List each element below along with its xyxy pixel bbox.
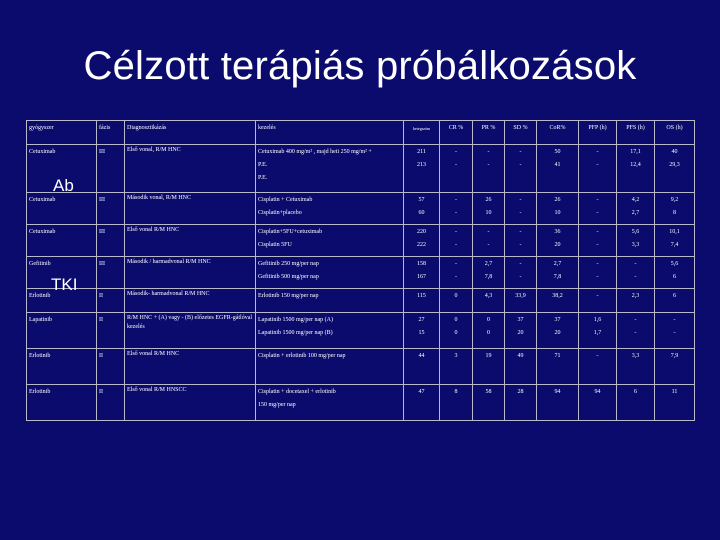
table-cell: Cetuximab (27, 225, 97, 257)
cell-line: - (596, 242, 599, 248)
cell-line: 3,3 (631, 242, 640, 248)
cell-line: 26 (485, 197, 492, 203)
cell-line: P.E. (258, 175, 268, 181)
cell-line: 0 (454, 317, 458, 323)
table-cell (617, 225, 655, 257)
table-cell (256, 257, 404, 289)
cell-line: 20 (517, 330, 524, 336)
cell-line: - (596, 293, 599, 299)
cell-line: Lapatinib 1500 mg/per nap (B) (258, 330, 333, 336)
table-cell (537, 313, 579, 349)
column-header: fázis (97, 121, 125, 145)
table-cell (655, 289, 695, 313)
column-header: betegszám (404, 121, 440, 145)
table-row (27, 385, 695, 421)
table-cell (440, 349, 473, 385)
cell-line: - (634, 274, 637, 280)
tki-group-label: TKI (51, 275, 78, 294)
table-cell (256, 349, 404, 385)
column-header: Diagnosztikázás (125, 121, 256, 145)
table-cell: R/M HNC + (A) vagy - (B) előzetes EGFR-gátlóval kezelés (125, 313, 256, 349)
table-cell (404, 289, 440, 313)
cell-line: 4,2 (631, 197, 640, 203)
cell-line: - (455, 229, 457, 235)
cell-line: 40 (671, 149, 678, 155)
table-cell (579, 349, 617, 385)
cell-line: 2,3 (631, 293, 640, 299)
table-cell (404, 257, 440, 289)
table-cell: Lapatinib (27, 313, 97, 349)
table-cell (537, 289, 579, 313)
cell-line: 17,1 (630, 149, 641, 155)
cell-line: - (596, 162, 599, 168)
cell-line: - (519, 210, 522, 216)
table-cell (473, 257, 505, 289)
table-cell (537, 145, 579, 193)
cell-line: Cisplatin+5FU+cetuximab (258, 229, 323, 235)
table-cell (256, 289, 404, 313)
cell-line: Gefitinib 500 mg/per nap (258, 274, 319, 280)
table-cell: III (97, 225, 125, 257)
table-cell (617, 145, 655, 193)
cell-line: 8 (673, 210, 676, 216)
cell-line: Cetuximab 400 mg/m² , majd heti 250 mg/m² + (258, 149, 372, 155)
cell-line: 211 (417, 149, 426, 155)
cell-line: 7,8 (484, 274, 493, 280)
table-cell (440, 289, 473, 313)
table-cell (579, 385, 617, 421)
table-cell (505, 145, 537, 193)
table-cell (505, 385, 537, 421)
table-cell (505, 289, 537, 313)
cell-line: 60 (418, 210, 425, 216)
table-row (27, 313, 695, 349)
table-cell: II (97, 349, 125, 385)
table-cell (537, 193, 579, 225)
cell-line: 10 (485, 210, 492, 216)
cell-line: 2,7 (484, 261, 493, 267)
cell-line: 44 (418, 353, 425, 359)
cell-line: - (455, 197, 457, 203)
cell-line: 33,9 (515, 293, 526, 299)
cell-line: - (673, 330, 676, 336)
cell-line: 71 (554, 353, 561, 359)
cell-line: - (519, 229, 522, 235)
cell-line: - (455, 261, 457, 267)
cell-line: Cisplatin + docetaxel + erlotinib (258, 389, 336, 395)
cell-line: 2,7 (631, 210, 640, 216)
table-cell (579, 257, 617, 289)
table-cell (404, 385, 440, 421)
cell-line: 7,4 (670, 242, 679, 248)
table-cell: III (97, 145, 125, 193)
cell-line: 220 (417, 229, 426, 235)
cell-line: - (519, 274, 522, 280)
cell-line: - (634, 261, 637, 267)
cell-line: 41 (554, 162, 561, 168)
table-cell (505, 349, 537, 385)
cell-line: 7,8 (553, 274, 562, 280)
table-row (27, 289, 695, 313)
table-cell (473, 289, 505, 313)
cell-line: 12,4 (630, 162, 641, 168)
column-header: CoR% (537, 121, 579, 145)
cell-line: 57 (418, 197, 425, 203)
column-header: gyógyszer (27, 121, 97, 145)
cell-line: 47 (418, 389, 425, 395)
cell-line: 115 (417, 293, 426, 299)
cell-line: - (596, 197, 599, 203)
cell-line: 5,6 (631, 229, 640, 235)
cell-line: - (455, 162, 457, 168)
cell-line: Erlotinib 150 mg/per nap (258, 293, 319, 299)
table-cell (655, 225, 695, 257)
cell-line: 29,3 (669, 162, 680, 168)
cell-line: 27 (418, 317, 425, 323)
table-cell: Második vonal, R/M HNC (125, 193, 256, 225)
cell-line: 6 (673, 293, 676, 299)
table-cell (440, 145, 473, 193)
cell-line: 10,1 (669, 229, 680, 235)
table-cell (473, 385, 505, 421)
table-cell: III (97, 193, 125, 225)
cell-line: - (487, 162, 490, 168)
cell-line: - (455, 274, 457, 280)
table-cell (404, 145, 440, 193)
cell-line: 20 (554, 242, 561, 248)
table-cell (440, 225, 473, 257)
table-cell (655, 257, 695, 289)
table-cell (505, 313, 537, 349)
table-cell: II (97, 289, 125, 313)
table-row (27, 349, 695, 385)
table-cell (579, 193, 617, 225)
table-cell: Erlotinib (27, 349, 97, 385)
cell-line: - (596, 210, 599, 216)
cell-line: 0 (454, 330, 458, 336)
table-cell (256, 385, 404, 421)
cell-line: 1,7 (593, 330, 602, 336)
cell-line: 158 (417, 261, 426, 267)
table-cell: Gefitinib (27, 257, 97, 289)
cell-line: P.E. (258, 162, 268, 168)
cell-line: 0 (454, 293, 458, 299)
table-cell: Első vonal, R/M HNC (125, 145, 256, 193)
cell-line: 26 (554, 197, 561, 203)
table-cell (579, 289, 617, 313)
cell-line: 37 (517, 317, 524, 323)
table-cell (537, 385, 579, 421)
table-row (27, 145, 695, 193)
table-cell (655, 145, 695, 193)
table-cell: Cetuximab (27, 145, 97, 193)
table-cell (473, 145, 505, 193)
cell-line: - (596, 261, 599, 267)
cell-line: 150 mg/per nap (258, 402, 296, 408)
cell-line: 6 (673, 274, 676, 280)
cell-line: 36 (554, 229, 561, 235)
column-header: PFP (h) (579, 121, 617, 145)
table-cell (404, 313, 440, 349)
table-cell (256, 193, 404, 225)
cell-line: - (487, 242, 490, 248)
cell-line: - (487, 229, 490, 235)
cell-line: - (519, 162, 522, 168)
cell-line: 1,6 (593, 317, 602, 323)
cell-line: 37 (554, 317, 561, 323)
cell-line: - (519, 242, 522, 248)
cell-line: 167 (417, 274, 426, 280)
cell-line: 8 (454, 389, 458, 395)
cell-line: Cisplatin + erlotinib 100 mg/per nap (258, 353, 346, 359)
column-header: PFS (h) (617, 121, 655, 145)
table-cell (256, 313, 404, 349)
table-cell (617, 349, 655, 385)
table-cell (440, 313, 473, 349)
antibody-group-label: Ab (53, 176, 74, 195)
cell-line: - (596, 274, 599, 280)
table-cell: II (97, 313, 125, 349)
table-cell: Erlotinib (27, 385, 97, 421)
trials-table (26, 120, 695, 421)
table-row (27, 225, 695, 257)
cell-line: 50 (554, 149, 561, 155)
table-cell (617, 257, 655, 289)
table-cell (617, 313, 655, 349)
table-cell: Első vonal R/M HNSCC (125, 385, 256, 421)
table-cell (473, 349, 505, 385)
cell-line: 4,3 (484, 293, 493, 299)
cell-line: 49 (517, 353, 524, 359)
cell-line: - (596, 149, 599, 155)
cell-line: Gefitinib 250 mg/per nap (258, 261, 319, 267)
table-cell (473, 225, 505, 257)
table-cell (579, 313, 617, 349)
cell-line: 0 (487, 330, 490, 336)
table-cell (579, 225, 617, 257)
cell-line: 2,7 (553, 261, 562, 267)
table-cell: II (97, 385, 125, 421)
cell-line: Cisplatin + Cetuximab (258, 197, 313, 203)
table-cell (537, 257, 579, 289)
table-cell: Második / harmadvonal R/M HNC (125, 257, 256, 289)
table-cell (473, 193, 505, 225)
cell-line: 19 (485, 353, 492, 359)
table-cell (256, 225, 404, 257)
table-cell (505, 225, 537, 257)
cell-line: Cisplatin 5FU (258, 242, 292, 248)
cell-line: - (596, 353, 599, 359)
table-header-row (27, 121, 695, 145)
cell-line: - (455, 210, 457, 216)
cell-line: 15 (418, 330, 425, 336)
column-header: SD % (505, 121, 537, 145)
table-row (27, 193, 695, 225)
table-cell: Második- harmadvonal R/M HNC (125, 289, 256, 313)
cell-line: 28 (517, 389, 524, 395)
table-cell (256, 145, 404, 193)
slide-title: Célzott terápiás próbálkozások (83, 44, 637, 88)
cell-line: 9,2 (670, 197, 679, 203)
cell-line: - (487, 149, 490, 155)
table-cell (537, 225, 579, 257)
table-cell (579, 145, 617, 193)
table-cell (505, 257, 537, 289)
table-cell (473, 313, 505, 349)
cell-line: - (634, 330, 637, 336)
column-header: CR % (440, 121, 473, 145)
cell-line: 213 (417, 162, 426, 168)
column-header: PR % (473, 121, 505, 145)
cell-line: 7,9 (670, 353, 679, 359)
cell-line: - (519, 197, 522, 203)
cell-line: Lapatinib 1500 mg/per nap (A) (258, 317, 333, 323)
table-cell: Első vonal R/M HNC (125, 225, 256, 257)
cell-line: 94 (554, 389, 561, 395)
table-cell: Erlotinib (27, 289, 97, 313)
cell-line: 5,6 (670, 261, 679, 267)
table-cell: Cetuximab (27, 193, 97, 225)
table-cell (404, 349, 440, 385)
table-cell (655, 349, 695, 385)
table-cell (505, 193, 537, 225)
cell-line: - (455, 242, 457, 248)
cell-line: 3 (454, 353, 458, 359)
cell-line: - (519, 261, 522, 267)
cell-line: 10 (554, 210, 561, 216)
cell-line: 20 (554, 330, 561, 336)
table-cell (440, 385, 473, 421)
table-cell (440, 257, 473, 289)
cell-line: 38,2 (552, 293, 563, 299)
table-cell (617, 289, 655, 313)
cell-line: 11 (671, 389, 678, 395)
table-cell (617, 385, 655, 421)
table-cell (655, 193, 695, 225)
column-header: OS (h) (655, 121, 695, 145)
table-cell (440, 193, 473, 225)
cell-line: 94 (594, 389, 601, 395)
cell-line: - (455, 149, 457, 155)
cell-line: 222 (417, 242, 426, 248)
table-cell: Első vonal R/M HNC (125, 349, 256, 385)
table-cell: III (97, 257, 125, 289)
table-cell (404, 193, 440, 225)
cell-line: 58 (485, 389, 492, 395)
table-cell (655, 313, 695, 349)
table-cell (537, 349, 579, 385)
table-cell (617, 193, 655, 225)
table-cell (404, 225, 440, 257)
table-row (27, 257, 695, 289)
cell-line: 0 (487, 317, 490, 323)
cell-line: 3,3 (631, 353, 640, 359)
cell-line: 6 (634, 389, 637, 395)
column-header: kezelés (256, 121, 404, 145)
cell-line: - (673, 317, 676, 323)
cell-line: - (596, 229, 599, 235)
cell-line: Cisplatin+placebo (258, 210, 302, 216)
cell-line: - (519, 149, 522, 155)
cell-line: - (634, 317, 637, 323)
table-cell (655, 385, 695, 421)
